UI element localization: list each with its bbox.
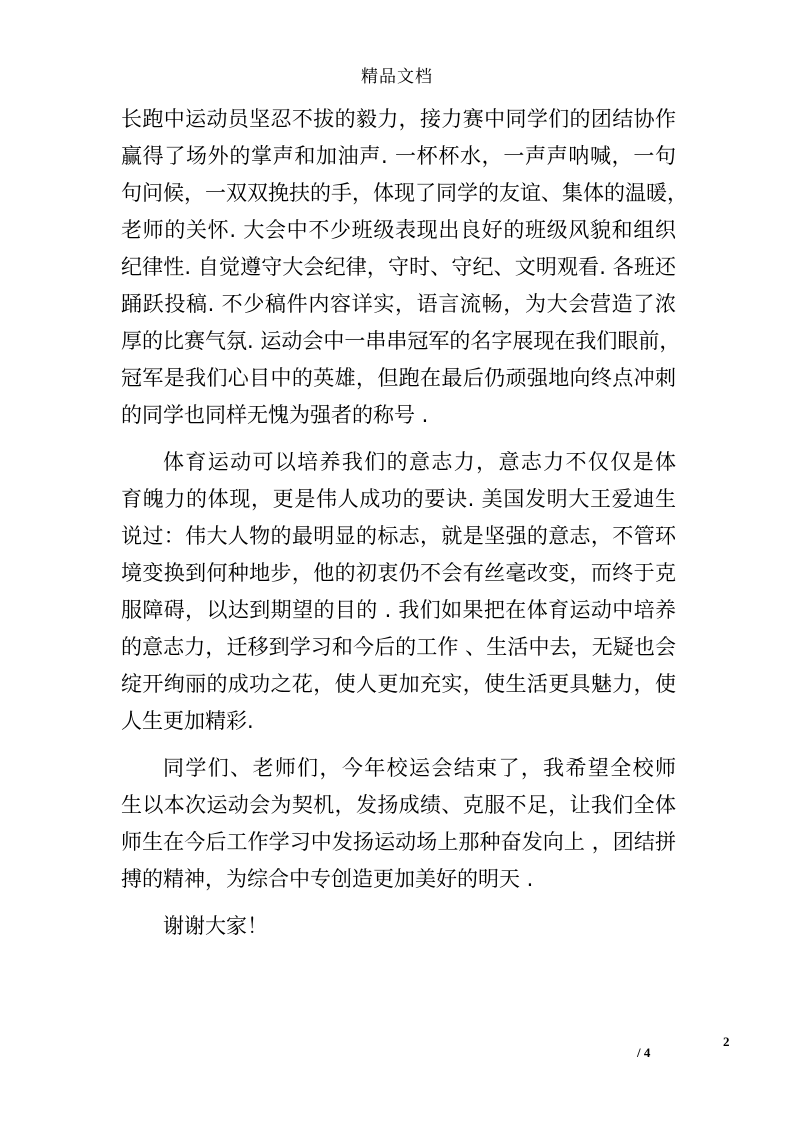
text-line: 老师的关怀. 大会中不少班级表现出良好的班级风貌和组织 — [121, 218, 676, 242]
paragraph-1 — [121, 101, 688, 434]
text-line: 育魄力的体现，更是伟人成功的要诀. 美国发明大王爱迪生 — [121, 487, 676, 511]
text-line: 师生在今后工作学习中发扬运动场上那种奋发向上 ，团结拼 — [121, 830, 676, 854]
paragraph-4 — [121, 908, 676, 945]
document-body — [121, 101, 688, 945]
text-line: 人生更加精彩. — [121, 709, 254, 733]
paragraph-2 — [121, 444, 676, 740]
text-line: 说过：伟大人物的最明显的标志，就是坚强的意志，不管环 — [121, 524, 676, 548]
text-line: 的意志力，迁移到学习和今后的工作 、生活中去，无疑也会 — [121, 635, 676, 659]
text-line: 厚的比赛气氛. 运动会中一串串冠军的名字展现在我们眼前， — [121, 329, 681, 353]
paragraph-3 — [121, 750, 676, 898]
text-line: 纪律性. 自觉遵守大会纪律，守时、守纪、文明观看. 各班还 — [121, 255, 676, 279]
text-line: 的同学也同样无愧为强者的称号 . — [121, 403, 429, 427]
text-line: 长跑中运动员坚忍不拔的毅力，接力赛中同学们的团结协作 — [121, 107, 676, 131]
text-line: 境变换到何种地步，他的初衷仍不会有丝毫改变，而终于克 — [121, 561, 676, 585]
text-line: 赢得了场外的掌声和加油声. 一杯杯水，一声声呐喊，一句 — [121, 144, 676, 168]
text-line: 绽开绚丽的成功之花，使人更加充实，使生活更具魅力，使 — [121, 672, 676, 696]
text-line: 句问候，一双双挽扶的手，体现了同学的友谊、集体的温暖， — [121, 181, 688, 205]
text-line: 生以本次运动会为契机，发扬成绩、克服不足，让我们全体 — [121, 793, 676, 817]
page-number: 2 — [723, 1034, 730, 1049]
text-line: 体育运动可以培养我们的意志力，意志力不仅仅是体 — [163, 450, 676, 474]
text-line: 冠军是我们心目中的英雄，但跑在最后仍顽强地向终点冲刺 — [121, 366, 676, 390]
text-line: 踊跃投稿. 不少稿件内容详实，语言流畅，为大会营造了浓 — [121, 292, 676, 316]
page-header-title: 精品文档 — [361, 67, 433, 87]
text-line: 同学们、老师们，今年校运会结束了，我希望全校师 — [163, 756, 676, 780]
text-line: 服障碍，以达到期望的目的 . 我们如果把在体育运动中培养 — [121, 598, 676, 622]
text-line: 谢谢大家！ — [163, 914, 268, 938]
text-line: 搏的精神，为综合中专创造更加美好的明天 . — [121, 867, 534, 891]
page-total: / 4 — [637, 1045, 651, 1060]
